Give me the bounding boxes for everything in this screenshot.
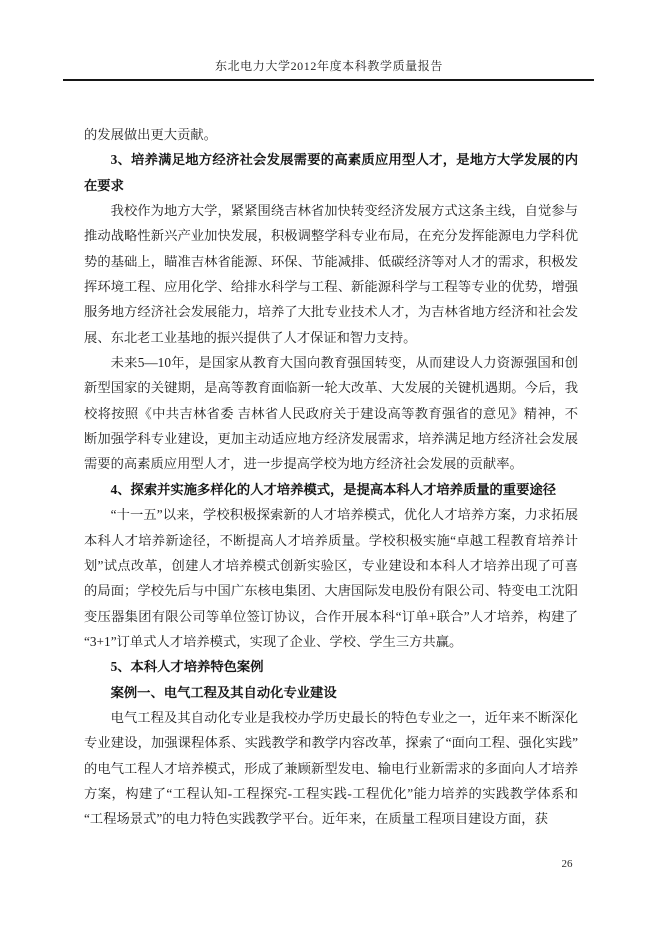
paragraph-local-university: 我校作为地方大学，紧紧围绕吉林省加快转变经济发展方式这条主线，自觉参与推动战略性新兴产业加快发展，积极调整学科专业布局，在充分发挥能源电力学科优势的基础上，瞄准吉林省能源、环保、节能减排、低碳经济等对人才的需求，积极发挥环境工程、应用化学、给排水科学与工程、新能源科学与工程等专业的优势，增强服务地方经济社会发展能力，培养了大批专业技术人才，为吉林省地方经济和社会发展、东北老工业基地的振兴提供了人才保证和智力支持。 <box>84 203 578 345</box>
running-header-title: 东北电力大学2012年度本科教学质量报告 <box>214 59 443 73</box>
case-study-heading: 案例一、电气工程及其自动化专业建设 <box>110 684 337 700</box>
paragraph-continuation: 的发展做出更大贡献。 <box>84 127 217 142</box>
section-heading-5: 5、本科人才培养特色案例 <box>110 659 264 675</box>
section-heading-3: 3、培养满足地方经济社会发展需要的高素质应用型人才，是地方大学发展的内在要求 <box>84 152 578 193</box>
document-body <box>84 122 578 832</box>
header-rule <box>63 79 594 81</box>
paragraph-training-modes: “十一五”以来，学校积极探索新的人才培养模式，优化人才培养方案，力求拓展本科人才培养新途径，不断提高人才培养质量。学校积极实施“卓越工程教育培养计划”试点改革，创建人才培养模式创新实验区，专业建设和本科人才培养出现了可喜的局面；学校先后与中国广东核电集团、大唐国际发电股份有限公司、特变电工沈阳变压器集团有限公司等单位签订协议，合作开展本科“订单+联合”人才培养，构建了“3+1”订单式人才培养模式，实现了企业、学校、学生三方共赢。 <box>84 507 578 649</box>
paragraph-electrical-engineering: 电气工程及其自动化专业是我校办学历史最长的特色专业之一，近年来不断深化专业建设，加强课程体系、实践教学和教学内容改革，探索了“面向工程、强化实践”的电气工程人才培养模式，形成了兼顾新型发电、输电行业新需求的多面向人才培养方案，构建了“工程认知-工程探究-工程实践-工程优化”能力培养的实践教学体系和“工程场景式”的电力特色实践教学平台。近年来，在质量工程项目建设方面，获 <box>84 709 578 827</box>
page-number: 26 <box>561 858 573 870</box>
paragraph-next-5-10-years: 未来5—10年，是国家从教育大国向教育强国转变，从而建设人力资源强国和创新型国家的关键期，是高等教育面临新一轮大改革、大发展的关键机遇期。今后，我校将按照《中共吉林省委 吉林省人民政府关于建设高等教育强省的意见》精神，不断加强学科专业建设，更加主动适应地方经济发展需求，培养满足地方经济社会发展需要的高素质应用型人才，进一步提高学校为地方经济社会发展的贡献率。 <box>84 355 578 472</box>
section-heading-4: 4、探索并实施多样化的人才培养模式，是提高本科人才培养质量的重要途径 <box>110 481 557 497</box>
